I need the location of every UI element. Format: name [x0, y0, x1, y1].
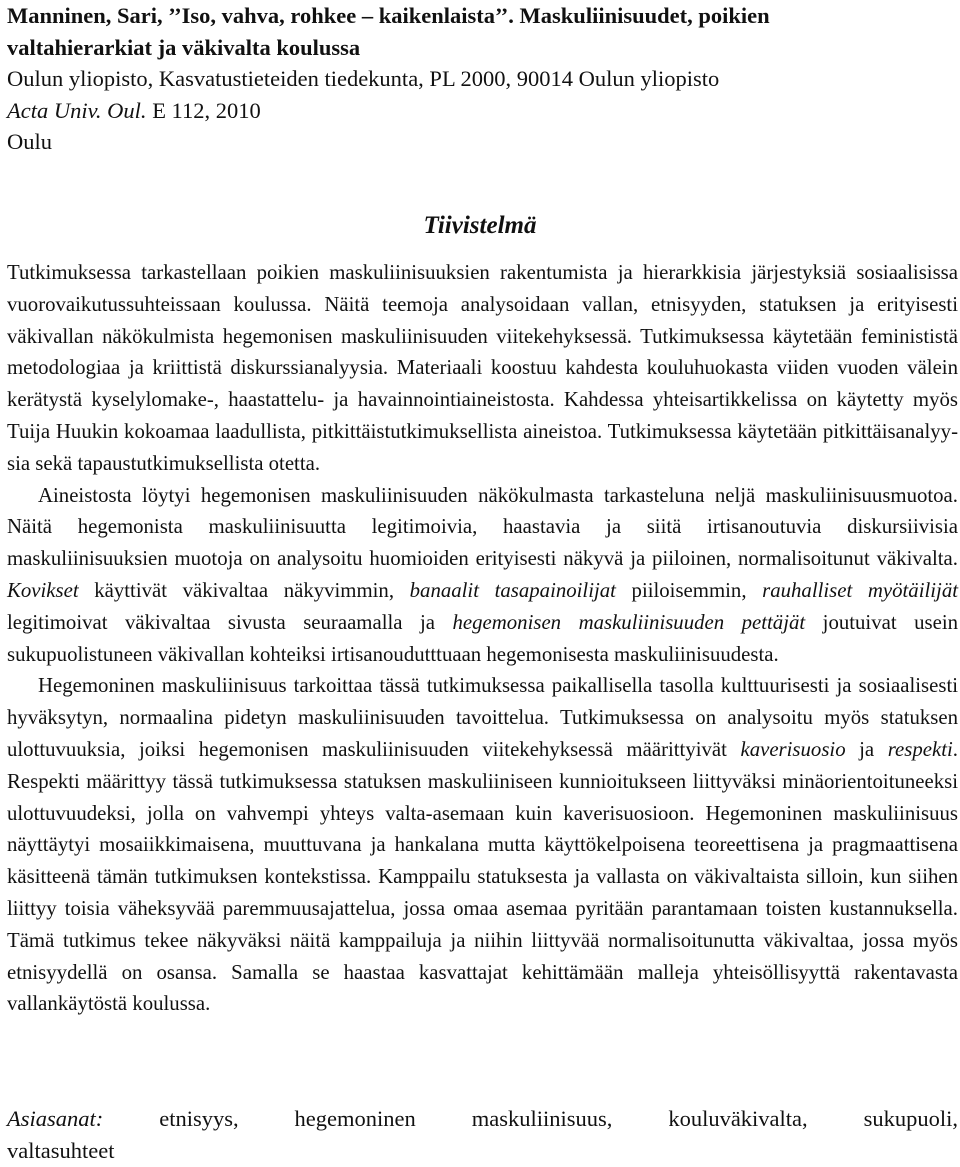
series-name: Acta Univ. Oul. [7, 97, 147, 123]
series-number: E 112, 2010 [146, 97, 261, 123]
place-line: Oulu [7, 129, 52, 154]
p3-text-a: Hegemoninen maskuliinisuus tarkoittaa tässä tutkimuksessa paikallisella tasolla kulttuurisesti ja sosiaalisesti hyväksytyn, normaalina pidetyn maskuliinisuuden tavoittelua. Tutkimuksessa on analysoitu myös statuksen ulottuvuuksia, joiksi hegemonisen maskuliinisuuden viitekehyksessä määrittyivät [7, 674, 958, 761]
p3-text-b: ja [845, 737, 888, 761]
abstract-title: Tiivistelmä [423, 212, 537, 239]
term-hegemonisen-pettajat: hegemonisen maskuliinisuuden pettäjät [452, 610, 806, 634]
abstract-paragraph-2 [7, 480, 958, 671]
term-kaverisuosio: kaverisuosio [740, 737, 846, 761]
abstract-paragraph-1: Tutkimuksessa tarkastellaan poikien maskuliinisuuksien rakentumista ja hierarkkisia järjestyksiä sosiaalisissa vuorovaikutussuhteissaan koulussa. Näitä teemoja analysoidaan vallan, etnisyyden, statuksen ja erityisesti väkivallan näkökulmista hegemonisen maskuliinisuuden viitekehyksessä. Tutkimuksessa käytetään feminististä metodologiaa ja kriittistä diskurssianalyysia. Materiaali koostuu kahdesta kouluhuokasta viiden vuoden välein kerätystä kyselylomake-, haastattelu- ja havainnointiaineistosta. Kahdessa yhteisartikkelissa on käytetty myös Tuija Huukin kokoamaa laadullista, pitkittäistutkimuksellista aineistoa. Tutkimuksessa käytetään pitkittäisanalyysia sekä tapaustutkimuksellista otetta. [7, 261, 958, 475]
abstract-body [7, 257, 958, 1020]
p2-text-e: joutuivat usein sukupuolistuneen väkivallan kohteiksi irtisanoudutttuaan hegemonisesta maskuliinisuudesta. [7, 610, 958, 666]
citation-title-line-2: valtahierarkiat ja väkivalta koulussa [7, 34, 361, 60]
keywords-label: Asiasanat: [7, 1106, 104, 1131]
citation-header [0, 0, 960, 158]
keywords-continuation: valtasuhteet [7, 1138, 115, 1163]
term-respekti: respekti [887, 737, 953, 761]
publisher-line: Oulun yliopisto, Kasvatustieteiden tiedekunta, PL 2000, 90014 Oulun yliopisto [7, 66, 720, 91]
abstract-paragraph-3 [7, 670, 958, 1020]
p2-text-c: piiloisemmin, [615, 578, 763, 602]
keywords-list: etnisyys, hegemoninen maskuliinisuus, kouluväkivalta, sukupuoli, [103, 1106, 958, 1131]
series-line [7, 95, 960, 127]
term-rauhalliset-myotailijat: rauhalliset myötäilijät [762, 578, 958, 602]
p2-text-b: käyttivät väkivaltaa näkyvimmin, [78, 578, 410, 602]
p2-text-d: legitimoivat väkivaltaa sivusta seuraamalla ja [7, 610, 453, 634]
citation-title-line-1: Manninen, Sari, ’’Iso, vahva, rohkee – kaikenlaista’’. Maskuliinisuudet, poikien [7, 3, 770, 28]
term-kovikset: Kovikset [7, 578, 79, 602]
p2-text-a: Aineistosta löytyi hegemonisen maskuliinisuuden näkökulmasta tarkasteluna neljä maskuliinisuusmuotoa. Näitä hegemonista maskuliinisuutta legitimoivia, haastavia ja siitä irtisanoutuvia diskursiivisia maskuliinisuuksien muotoja on analysoitu huomioiden erityisesti näkyvä ja piiloinen, normalisoitunut väkivalta. [7, 483, 958, 571]
p3-text-c: . Respekti määrittyy tässä tutkimuksessa statuksen maskuliiniseen kunnioitukseen liittyväksi minäorientoituneeksi ulottuvuudeksi, jolla on vahvempi yhteys valta-asemaan kuin kaverisuosioon. Hegemoninen maskuliinisuus näyttäytyi mosaiikkimaisena, muuttuvana ja hankalana mutta käyttökelpoisena teoreettisena ja pragmaattisena käsitteenä tämän tutkimuksen kontekstissa. Kamppailu statuksesta ja vallasta on väkivaltaista silloin, kun siihen liittyy toisia väheksyvää paremmuusajattelua, jossa omaa asemaa pyritään parantamaan toisten kustannuksella. Tämä tutkimus tekee näkyväksi näitä kamppailuja ja niihin liittyvää normalisoitunutta väkivaltaa, jossa myös etnisyydellä on osansa. Samalla se haastaa kasvattajat kehittämään malleja yhteisöllisyyttä rakentavasta vallankäytöstä koulussa. [7, 737, 958, 1016]
term-banaalit-tasapainoilijat: banaalit tasapainoilijat [409, 578, 616, 602]
keywords-line [7, 1103, 958, 1167]
